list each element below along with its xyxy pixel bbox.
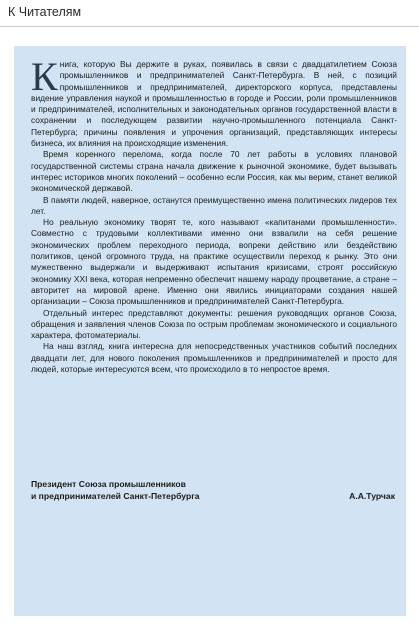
signature-title [31, 479, 200, 502]
section-title: К Читателям [8, 5, 82, 19]
page-header [0, 0, 419, 27]
paragraph-3: В памяти людей, наверное, останутся преимущественно имена политических лидеров тех лет. [31, 194, 397, 216]
paragraph-5: Отдельный интерес представляют документы: решения руководящих органов Союза, обращения и заявления членов Союза по острым проблемам экономического и социального характера, фотоматериалы. [31, 307, 397, 341]
paragraph-1: Книга, которую Вы держите в руках, появилась в связи с двадцатилетием Союза промышленников и предпринимателей Санкт-Петербурга. В ней, с позиций промышленников и предпринимателей, директорского корпуса, представлены видение управления наукой и промышленностью в городе и России, роли промышленников и предпринимателей, исполнительных и законодательных органов государственной власти в сохранении и последующем развитии научно-промышленного потенциала Санкт-Петербурга; причины появления и упрочения организаций, представляющих интересы бизнеса, их влияния на происходящие изменения. [31, 54, 397, 149]
paragraph-6: На наш взгляд, книга интересна для непосредственных участников событий последних двадцати лет, для нового поколения промышленников и предпринимателей и просто для людей, которые интересуются всем, что происходило в то непростое время. [31, 341, 397, 375]
drop-cap: К [31, 54, 58, 99]
paragraph-4: Но реальную экономику творят те, кого называют «капитанами промышленности». Совместно с трудовыми коллективами именно они взвалили на себя решение экономических проблем переходного периода, вопреки действию или бездействию политиков, ценой огромного труда, на практике осуществили переход к рынку. Это они мужественно выдержали и выдерживают испытания кризисами, строят российскую экономику XXI века, которая непременно обеспечит нашему народу процветание, а стране – авторитет на мировой арене. Именно они явились инициаторами создания нашей организации – Союза промышленников и предпринимателей Санкт-Петербурга. [31, 217, 397, 307]
signature-line-1: Президент Союза промышленников [31, 479, 186, 489]
signature-line-2: и предпринимателей Санкт-Петербурга [31, 490, 200, 501]
letter-body [31, 54, 397, 375]
signature-block [31, 479, 397, 502]
paragraph-2: Время коренного перелома, когда после 70 лет работы в условиях плановой государственной системы страна начала движение к рыночной экономике, будет вызывать интерес историков многих поколений – особенно если Россия, как мы верим, станет великой экономической державой. [31, 149, 397, 194]
signature-name: А.А.Турчак [349, 490, 395, 501]
letter-panel [14, 46, 406, 616]
